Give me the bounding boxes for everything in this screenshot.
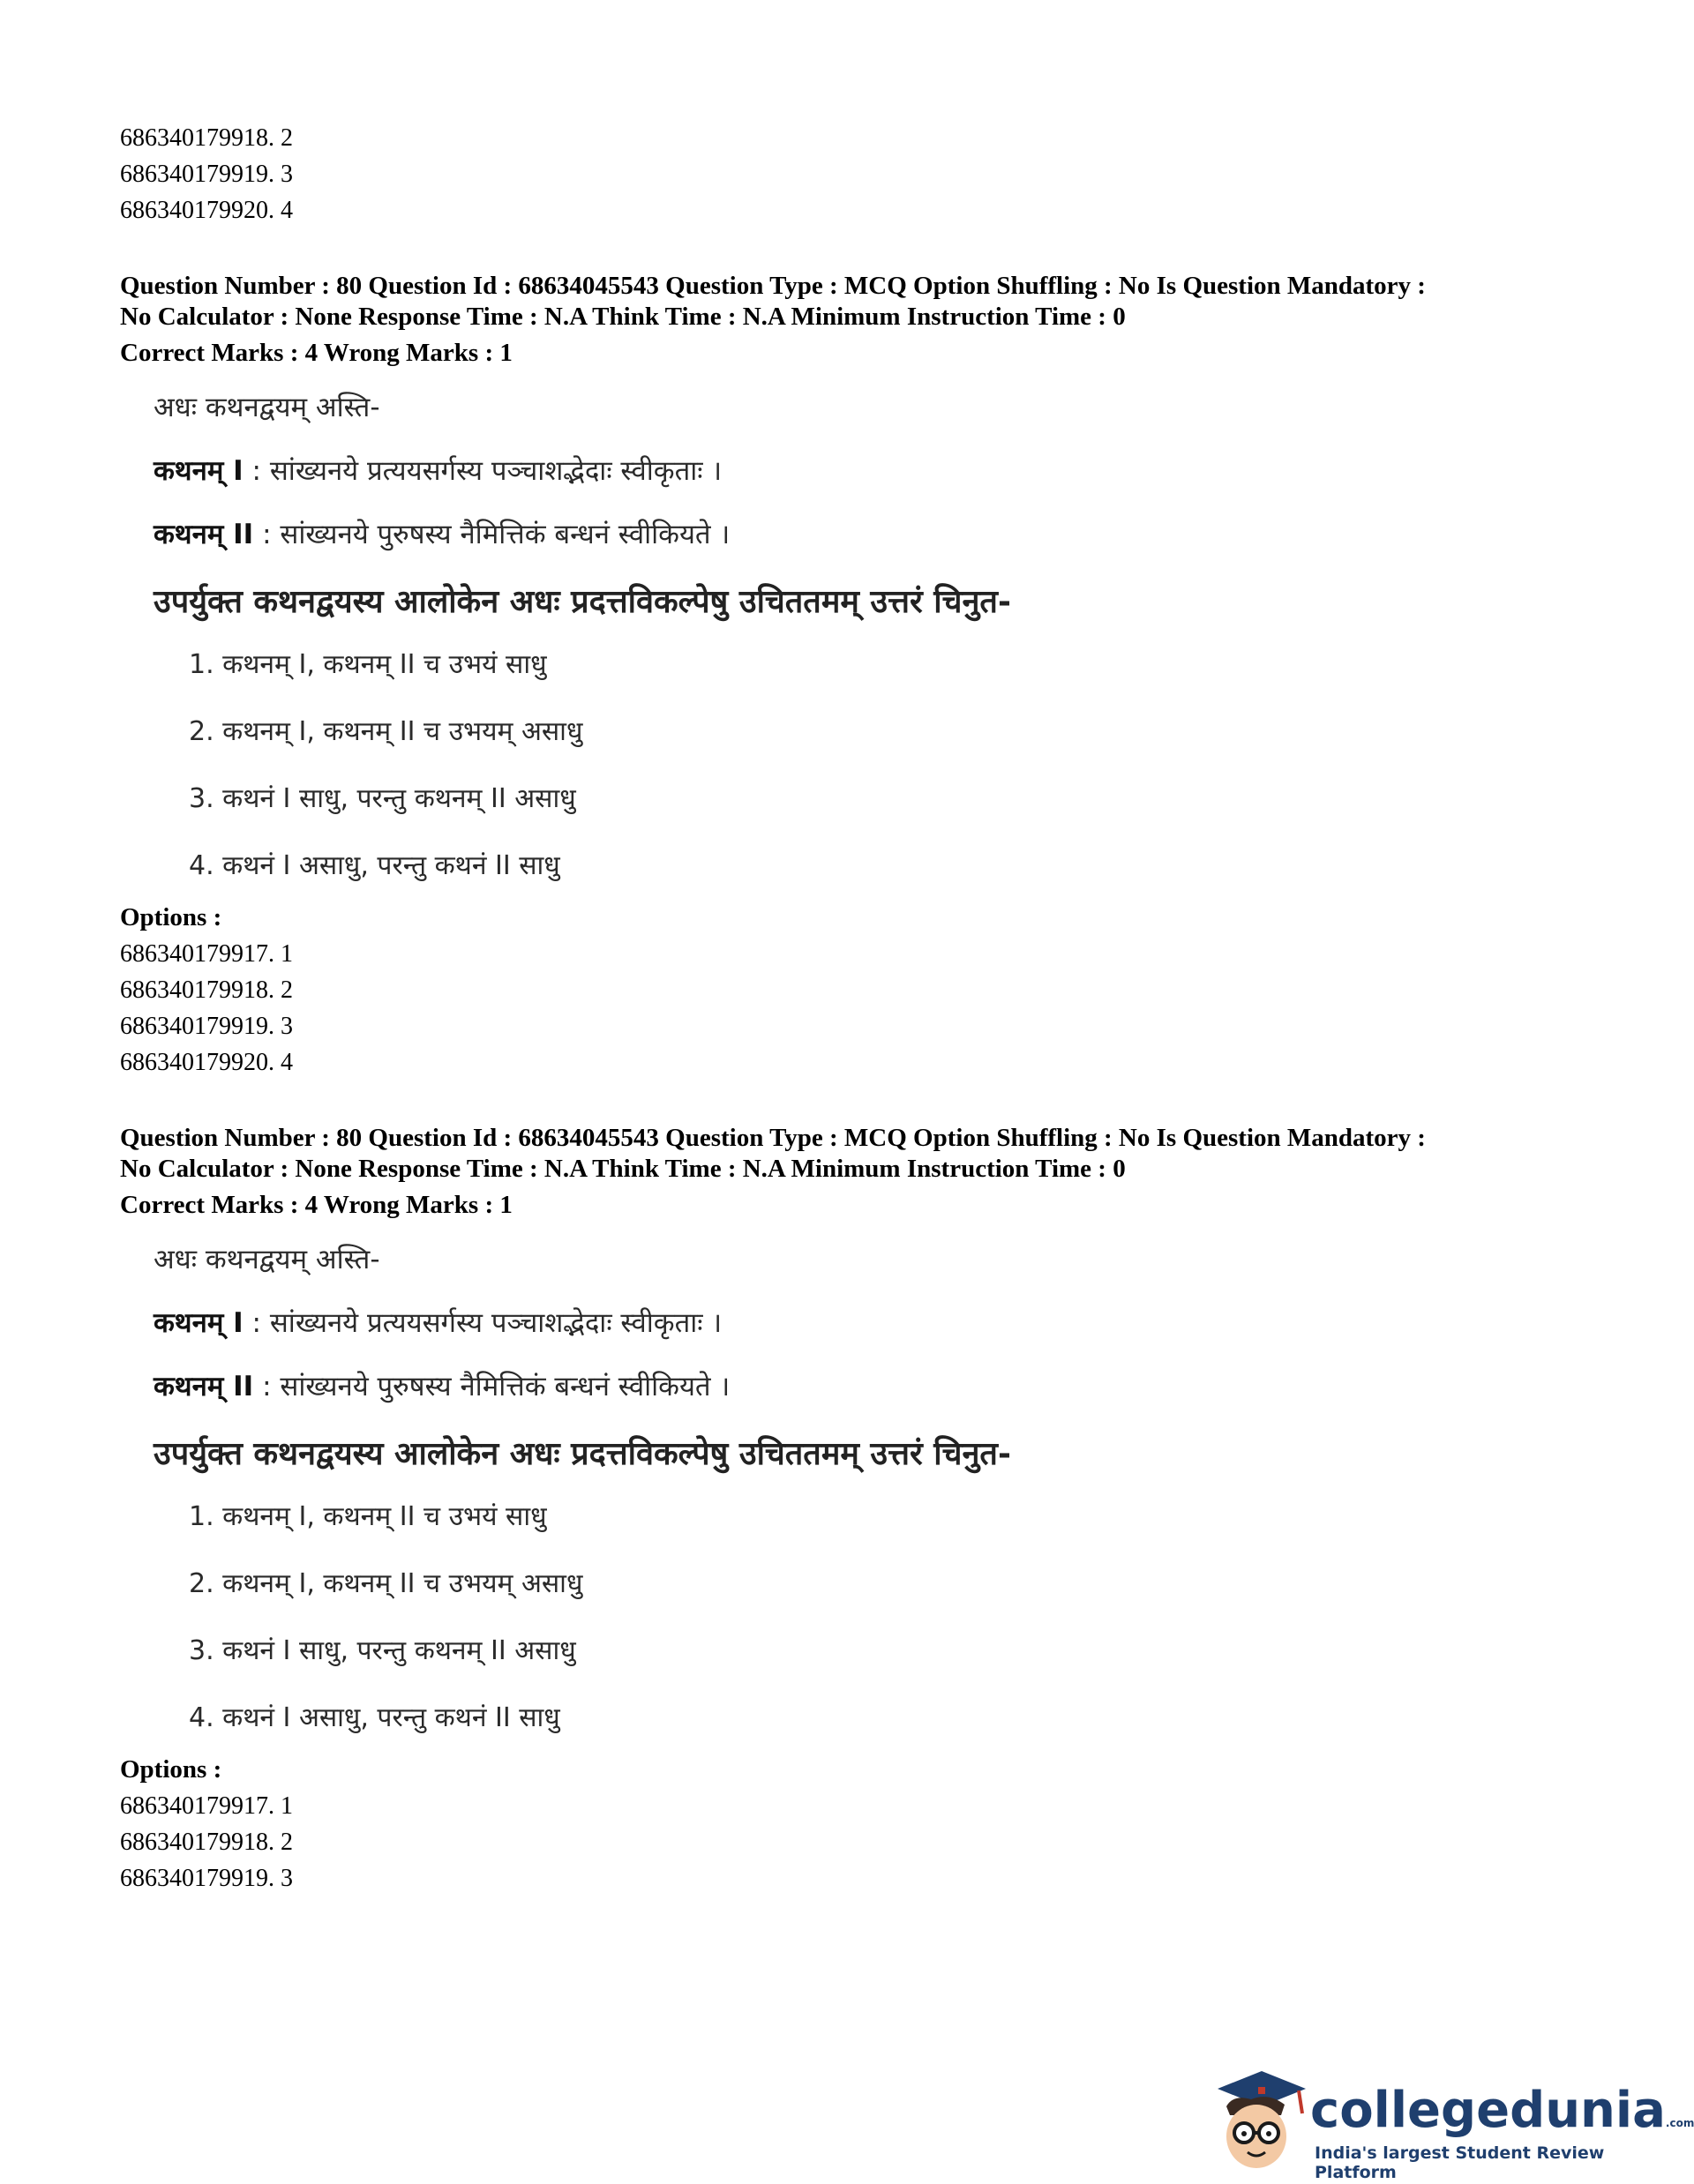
choice-item: 3. कथनं I साधु, परन्तु कथनम् II असाधु <box>189 1635 576 1666</box>
option-line: 686340179917. 1 <box>120 940 293 968</box>
option-line: 686340179920. 4 <box>120 197 293 224</box>
question-meta-line-2: No Calculator : None Response Time : N.A Think Time : N.A Minimum Instruction Time : 0 <box>120 303 1126 331</box>
choice-item: 3. कथनं I साधु, परन्तु कथनम् II असाधु <box>189 783 576 814</box>
statement-2-text: : सांख्यनये पुरुषस्य नैमित्तिकं बन्धनं स्वीकियते । <box>253 1371 731 1402</box>
statement-1-label: कथनम् I <box>154 455 244 487</box>
logo-tagline: India's largest Student Review Platform <box>1315 2143 1605 2182</box>
question-block <box>120 271 1514 1081</box>
option-line: 686340179919. 3 <box>120 1013 293 1040</box>
top-options-list <box>120 120 1514 228</box>
question-image <box>154 1242 1514 1736</box>
option-line: 686340179918. 2 <box>120 1829 293 1856</box>
options-title: Options : <box>120 903 222 931</box>
choice-item: 4. कथनं I असाधु, परन्तु कथनं II साधु <box>189 1702 560 1733</box>
statement-2 <box>154 1369 1514 1404</box>
question-intro: अधः कथनद्वयम् अस्ति- <box>154 1244 380 1275</box>
option-line: 686340179918. 2 <box>120 976 293 1004</box>
option-line: 686340179920. 4 <box>120 1049 293 1076</box>
statement-2-label: कथनम् II <box>154 519 254 550</box>
question-marks: Correct Marks : 4 Wrong Marks : 1 <box>120 1191 513 1219</box>
statement-1-text: : सांख्यनये प्रत्ययसर्गस्य पञ्चाशद्भेदाः स्वीकृताः । <box>243 1307 723 1339</box>
collegedunia-logo <box>1200 2055 1694 2182</box>
question-prompt: उपर्युक्त कथनद्वयस्य आलोकेन अधः प्रदत्तविकल्पेषु उचिततमम् उत्तरं चिनुत- <box>154 1436 1011 1472</box>
option-line: 686340179918. 2 <box>120 124 293 152</box>
mascot-icon <box>1200 2055 1315 2179</box>
statement-1 <box>154 453 1514 489</box>
choice-item: 2. कथनम् I, कथनम् II च उभयम् असाधु <box>189 716 583 747</box>
choice-item: 4. कथनं I असाधु, परन्तु कथनं II साधु <box>189 850 560 881</box>
logo-wordmark: collegedunia.com <box>1310 2082 1694 2139</box>
question-prompt: उपर्युक्त कथनद्वयस्य आलोकेन अधः प्रदत्तविकल्पेषु उचिततमम् उत्तरं चिनुत- <box>154 584 1011 620</box>
question-marks: Correct Marks : 4 Wrong Marks : 1 <box>120 339 513 367</box>
options-title: Options : <box>120 1755 222 1784</box>
question-image <box>154 390 1514 884</box>
question-meta-line-1: Question Number : 80 Question Id : 68634045543 Question Type : MCQ Option Shuffling : No Is Question Mandatory : <box>120 272 1426 300</box>
statement-1-text: : सांख्यनये प्रत्ययसर्गस्य पञ्चाशद्भेदाः स्वीकृताः । <box>243 455 723 487</box>
choice-item: 1. कथनम् I, कथनम् II च उभयं साधु <box>189 1501 547 1532</box>
choice-item: 2. कथनम् I, कथनम् II च उभयम् असाधु <box>189 1568 583 1599</box>
question-intro: अधः कथनद्वयम् अस्ति- <box>154 392 380 423</box>
option-line: 686340179919. 3 <box>120 1865 293 1892</box>
statement-2-label: कथनम् II <box>154 1371 254 1402</box>
choice-list <box>189 1500 1514 1736</box>
question-meta-line-2: No Calculator : None Response Time : N.A Think Time : N.A Minimum Instruction Time : 0 <box>120 1155 1126 1183</box>
choice-list <box>189 647 1514 884</box>
document-page <box>120 120 1514 1896</box>
statement-2 <box>154 517 1514 552</box>
choice-item: 1. कथनम् I, कथनम् II च उभयं साधु <box>189 649 547 680</box>
statement-1 <box>154 1305 1514 1341</box>
option-line: 686340179919. 3 <box>120 161 293 188</box>
option-line: 686340179917. 1 <box>120 1792 293 1820</box>
question-meta-line-1: Question Number : 80 Question Id : 68634045543 Question Type : MCQ Option Shuffling : No Is Question Mandatory : <box>120 1124 1426 1152</box>
question-block <box>120 1123 1514 1896</box>
statement-1-label: कथनम् I <box>154 1307 244 1339</box>
statement-2-text: : सांख्यनये पुरुषस्य नैमित्तिकं बन्धनं स्वीकियते । <box>253 519 731 550</box>
